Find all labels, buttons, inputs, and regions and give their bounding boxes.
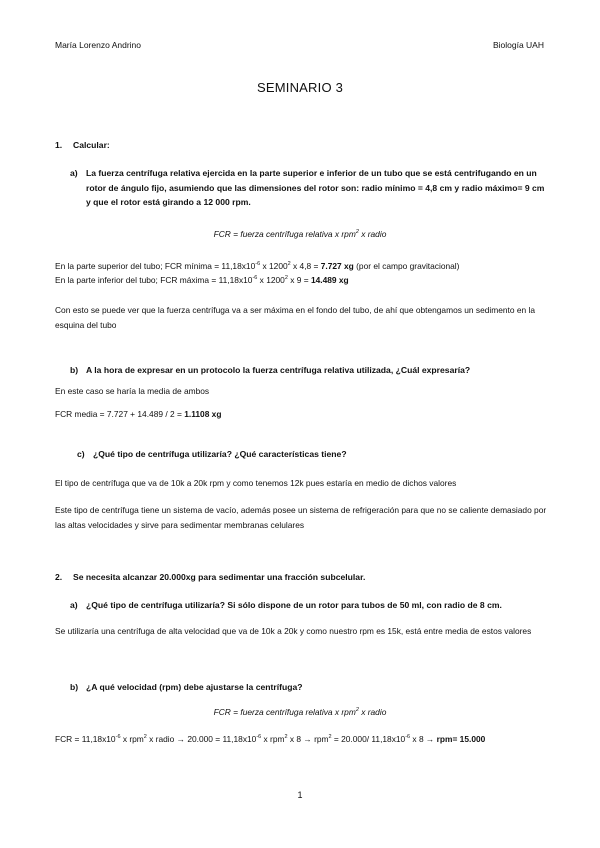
question-1a-letter: a) — [70, 168, 78, 178]
formula-fcr-1: FCR = fuerza centrífuga relativa x rpm$^2$ x radio — [213, 229, 387, 239]
question-2-label: Se necesita alcanzar 20.000xg para sedimentar una fracción subcelular. — [73, 572, 366, 582]
fcr-min-result: 7.727 xg — [320, 261, 354, 271]
header-course: Biología UAH — [492, 40, 544, 50]
question-1b: b) A la hora de expresar en un protocolo la fuerza centrífuga relativa utilizada, ¿Cuál expresaría? — [70, 365, 471, 375]
conclusion-1a: Con esto se puede ver que la fuerza centrífuga va a ser máxima en el fondo del tubo, de ahí que obtengamos un sedimento en la esquina del tubo — [55, 305, 536, 330]
question-1a — [70, 166, 550, 210]
calc-fcr-max: En la parte inferior del tubo; FCR máxima = $11,18x10^{-6}$ x 1200$^2$ x 9 = 14.489 xg — [55, 275, 349, 285]
answer-1c-2: Este tipo de centrífuga tiene un sistema de vacío, además posee un sistema de refrigeración para que no se caliente demasiado por las altas velocidades y sirve para sedimentar membranas celulares — [55, 505, 547, 530]
question-2b-text: ¿A qué velocidad (rpm) debe ajustarse la centrífuga? — [86, 682, 303, 692]
page-number: 1 — [297, 790, 303, 800]
question-2a-text: ¿Qué tipo de centrífuga utilizaría? Si sólo dispone de un rotor para tubos de 50 ml, con radio de 8 cm. — [86, 600, 502, 610]
rpm-result: rpm= 15.000 — [436, 734, 486, 744]
page-title: SEMINARIO 3 — [257, 80, 343, 95]
question-1-heading — [55, 140, 110, 150]
formula-fcr-2: FCR = fuerza centrífuga relativa x rpm$^2$ x radio — [213, 707, 387, 717]
question-1-number: 1. — [55, 140, 63, 150]
calc-rpm: FCR = $11,18x10^{-6}$ x rpm$^2$ x radio → $20.000 = 11,18x10^{-6}$ x rpm$^2$ x 8 → rpm$^2$ = 20.000/ $11,18x10^{-6}$ x 8 → rpm= 15.000 — [55, 734, 486, 744]
fcr-media-result: 1.1108 xg — [184, 409, 222, 419]
question-1a-text: La fuerza centrífuga relativa ejercida en la parte superior e inferior de un tubo que se está centrifugando en un rotor de ángulo fijo, asumiendo que las dimensiones del rotor son: radio mínimo = 4,8 cm y radio máximo= 9 cm y que el rotor está girando a 12 000 rpm. — [86, 168, 545, 207]
question-2-heading: 2. Se necesita alcanzar 20.000xg para sedimentar una fracción subcelular. — [55, 572, 366, 582]
answer-1b: En este caso se haría la media de ambos — [55, 386, 210, 396]
question-1b-text: A la hora de expresar en un protocolo la fuerza centrífuga relativa utilizada, ¿Cuál expresaría? — [86, 365, 471, 375]
answer-1c-1: El tipo de centrífuga que va de 10k a 20k rpm y como tenemos 12k pues estaría en medio de dichos valores — [55, 478, 457, 488]
question-2b: b) ¿A qué velocidad (rpm) debe ajustarse la centrífuga? — [70, 682, 303, 692]
question-1c: c) ¿Qué tipo de centrífuga utilizaría? ¿Qué características tiene? — [77, 449, 347, 459]
calc-fcr-min: En la parte superior del tubo; FCR mínima = $11,18x10^{-6}$ x 1200$^2$ x 4,8 = 7.727 xg (por el campo gravitacional) — [55, 261, 460, 271]
header-author: María Lorenzo Andrino — [55, 40, 141, 50]
question-2a: a) ¿Qué tipo de centrífuga utilizaría? Si sólo dispone de un rotor para tubos de 50 ml, con radio de 8 cm. — [70, 600, 502, 610]
question-1c-text: ¿Qué tipo de centrífuga utilizaría? ¿Qué características tiene? — [93, 449, 347, 459]
fcr-media: FCR media = 7.727 + 14.489 / 2 = 1.1108 xg — [55, 409, 222, 419]
question-1-label: Calcular: — [73, 140, 110, 150]
fcr-max-result: 14.489 xg — [310, 275, 349, 285]
answer-2a: Se utilizaría una centrífuga de alta velocidad que va de 10k a 20k y como nuestro rpm es 15k, está entre media de estos valores — [55, 626, 532, 636]
